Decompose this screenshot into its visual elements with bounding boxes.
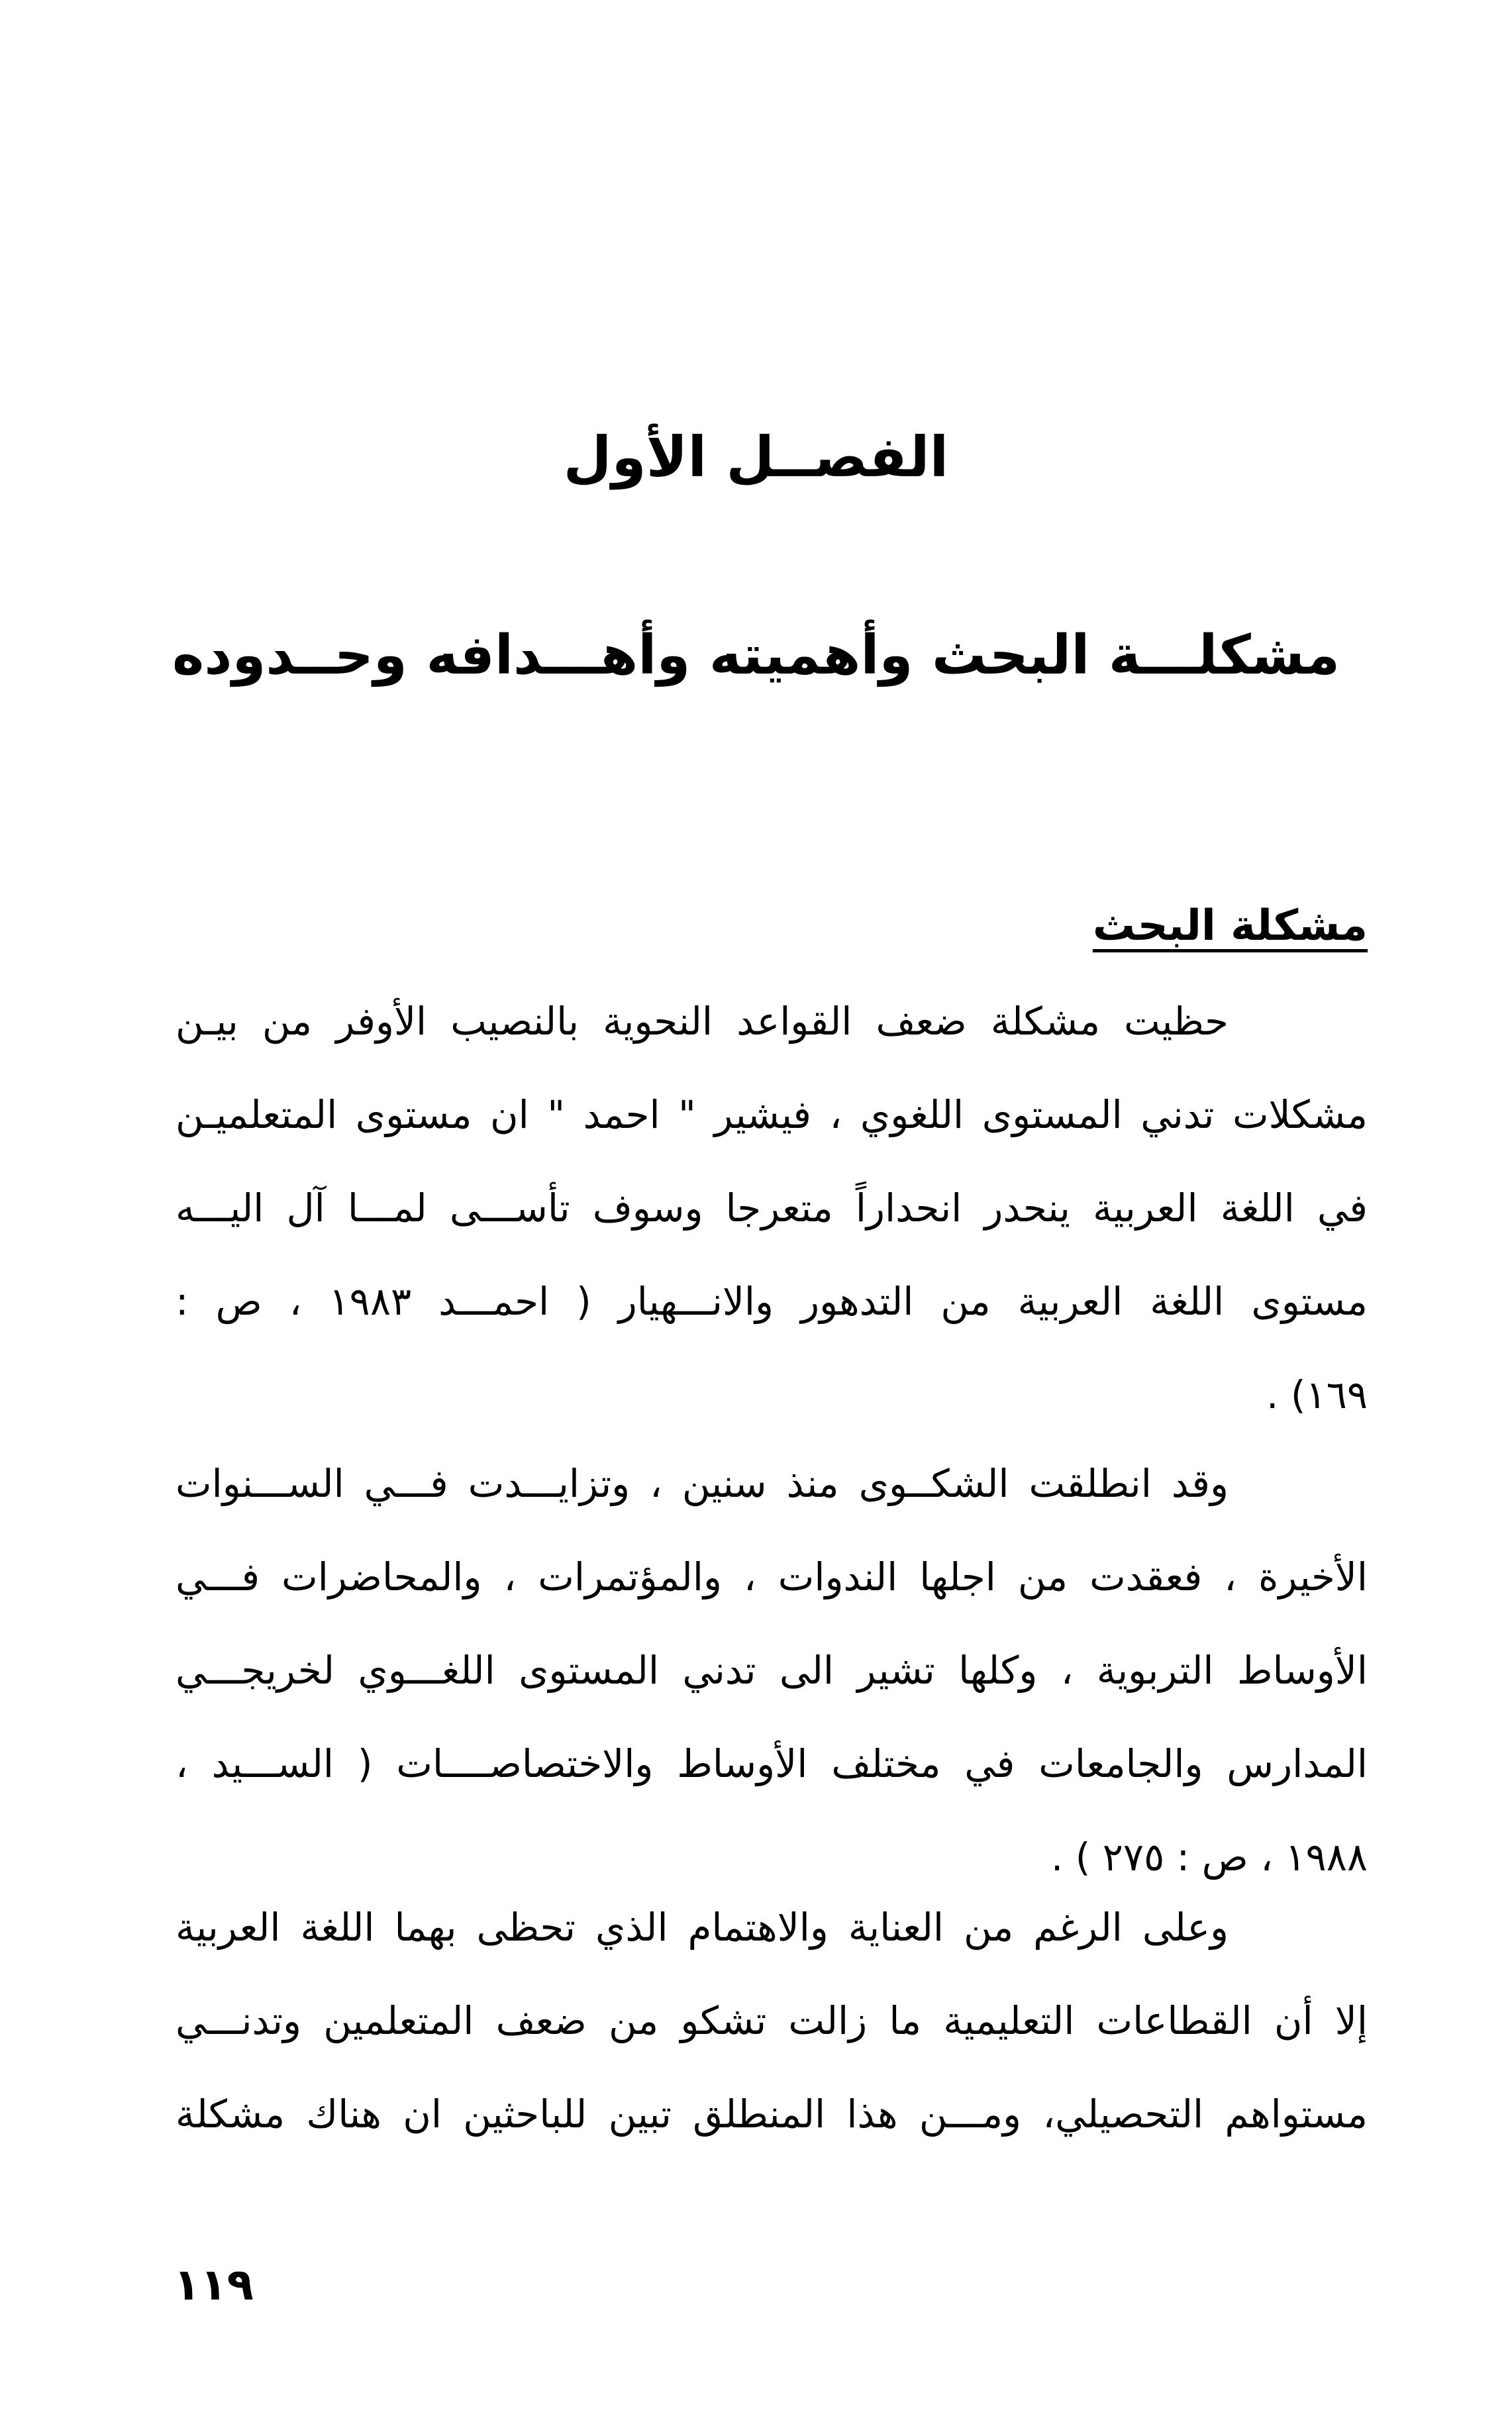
paragraph-line: وقد انطلقت الشكــوى منذ سنين ، وتزايـــدت فـــي الســـنوات bbox=[176, 1461, 1229, 1506]
paragraph-line: وعلى الرغم من العناية والاهتمام الذي تحظى بهما اللغة العربية bbox=[176, 1905, 1229, 1950]
chapter-subtitle: مشكلـــة البحث وأهميته وأهـــدافه وحــدوده bbox=[172, 624, 1340, 687]
paragraph-2 bbox=[176, 1437, 1368, 1904]
paragraph-line: ١٩٨٨ ، ص : ٢٧٥ ) . bbox=[1050, 1835, 1368, 1880]
paragraph-line: مشكلات تدني المستوى اللغوي ، فيشير " احمد " ان مستوى المتعلميـن bbox=[176, 1092, 1368, 1137]
paragraph-line: حظيت مشكلة ضعف القواعد النحوية بالنصيب الأوفر من بيـن bbox=[176, 999, 1229, 1044]
paragraph-line: في اللغة العربية ينحدر انحداراً متعرجا وسوف تأســـى لمـــا آل اليـــه bbox=[176, 1186, 1368, 1231]
paragraph-line: ١٦٩) . bbox=[1266, 1372, 1368, 1417]
paragraph-line: إلا أن القطاعات التعليمية ما زالت تشكو من ضعف المتعلمين وتدنـــي bbox=[176, 1998, 1368, 2043]
paragraph-line: مستوى اللغة العربية من التدهور والانـــهيار ( احمـــد ١٩٨٣ ، ص : bbox=[176, 1279, 1368, 1324]
paragraph-line: الأخيرة ، فعقدت من اجلها الندوات ، والمؤتمرات ، والمحاضرات فـــي bbox=[176, 1554, 1368, 1599]
page-number: ١١٩ bbox=[174, 2259, 254, 2310]
paragraph-line: الأوساط التربوية ، وكلها تشير الى تدني المستوى اللغـــوي لخريجـــي bbox=[176, 1648, 1368, 1693]
paragraph-line: المدارس والجامعات في مختلف الأوساط والاختصاصــــات ( الســـيد ، bbox=[176, 1741, 1368, 1786]
paragraph-1 bbox=[176, 975, 1368, 1442]
paragraph-3 bbox=[176, 1881, 1368, 2161]
chapter-title: الفصــل الأول bbox=[563, 425, 949, 489]
section-heading: مشكلة البحث bbox=[1092, 901, 1368, 950]
paragraph-line: مستواهم التحصيلي، ومـــن هذا المنطلق تبين للباحثين ان هناك مشكلة bbox=[176, 2092, 1368, 2137]
